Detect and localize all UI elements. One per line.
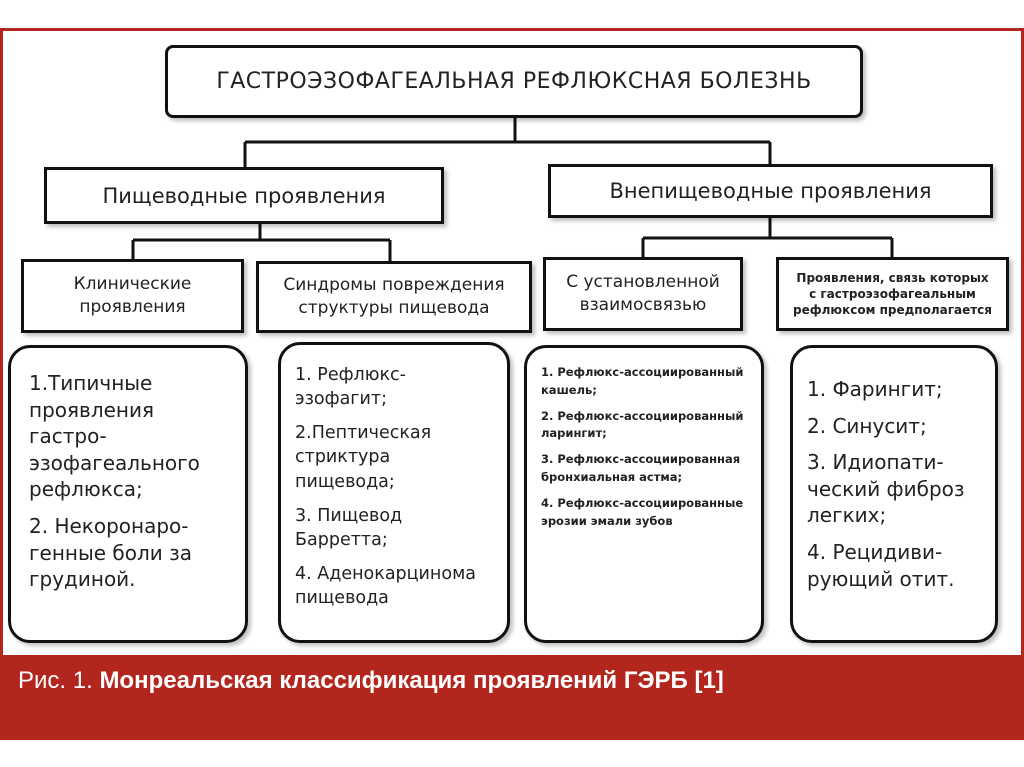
category-established-box (543, 257, 743, 331)
category-presumed-line-1: Проявления, связь которых (796, 270, 989, 285)
category-syndromes-line-2: структуры пищевода (298, 298, 490, 318)
category-syndromes-box (256, 261, 532, 333)
root-title: ГАСТРОЭЗОФАГЕАЛЬНАЯ РЕФЛЮКСНАЯ БОЛЕЗНЬ (216, 69, 812, 94)
list-item: 3. Идиопати-ческий фиброз легких; (807, 450, 965, 528)
list-item: 1. Рефлюкс-эзофагит; (295, 365, 406, 410)
branch-extraesophageal-box (548, 164, 993, 218)
list-item: 1.Типичные проявления гастро-эзофагеального рефлюкса; (29, 371, 200, 502)
category-established-line-1: С установленной (566, 272, 720, 293)
list-item: 2. Рефлюкс-ассоциированный ларингит; (541, 408, 744, 441)
items-established-panel (524, 345, 764, 643)
caption-prefix: Рис. 1. (18, 667, 93, 694)
list-item: 1. Рефлюкс-ассоциированный кашель; (541, 365, 744, 397)
category-clinical-box (21, 259, 244, 333)
category-presumed-line-3: рефлюксом предполагается (793, 303, 992, 318)
category-clinical-line-2: проявления (79, 297, 186, 317)
category-syndromes-line-1: Синдромы повреждения (283, 275, 505, 296)
list-item: 2. Синусит; (807, 413, 927, 438)
list-item: 2. Некоронаро-генные боли за грудиной. (29, 513, 193, 592)
items-clinical-panel (8, 345, 248, 643)
branch-esophageal-box (44, 167, 444, 224)
items-syndromes-panel (278, 342, 510, 643)
root-title-box (165, 45, 863, 118)
branch-extraesophageal-label: Внепищеводные проявления (609, 179, 932, 203)
category-established-line-2: взаимосвязью (579, 295, 707, 315)
list-item: 4. Рецидиви-рующий отит. (807, 539, 955, 591)
list-item: 4. Рефлюкс-ассоциированные эрозии эмали зубов (541, 495, 744, 528)
category-presumed-box (776, 257, 1009, 331)
items-presumed-panel (790, 345, 998, 643)
branch-esophageal-label: Пищеводные проявления (102, 183, 386, 208)
category-presumed-line-2: с гастроэзофагеальным (809, 286, 976, 301)
caption-text: Монреальская классификация проявлений ГЭРБ [1] (99, 667, 724, 694)
list-item: 3. Пищевод Барретта; (295, 505, 403, 550)
list-item: 1. Фарингит; (807, 377, 943, 401)
category-clinical-line-1: Клинические (73, 274, 192, 295)
list-item: 2.Пептическая стриктура пищевода; (295, 423, 432, 492)
figure-caption (18, 667, 724, 695)
list-item: 3. Рефлюкс-ассоциированная бронхиальная астма; (541, 452, 741, 485)
list-item: 4. Аденокарцинома пищевода (295, 563, 477, 609)
